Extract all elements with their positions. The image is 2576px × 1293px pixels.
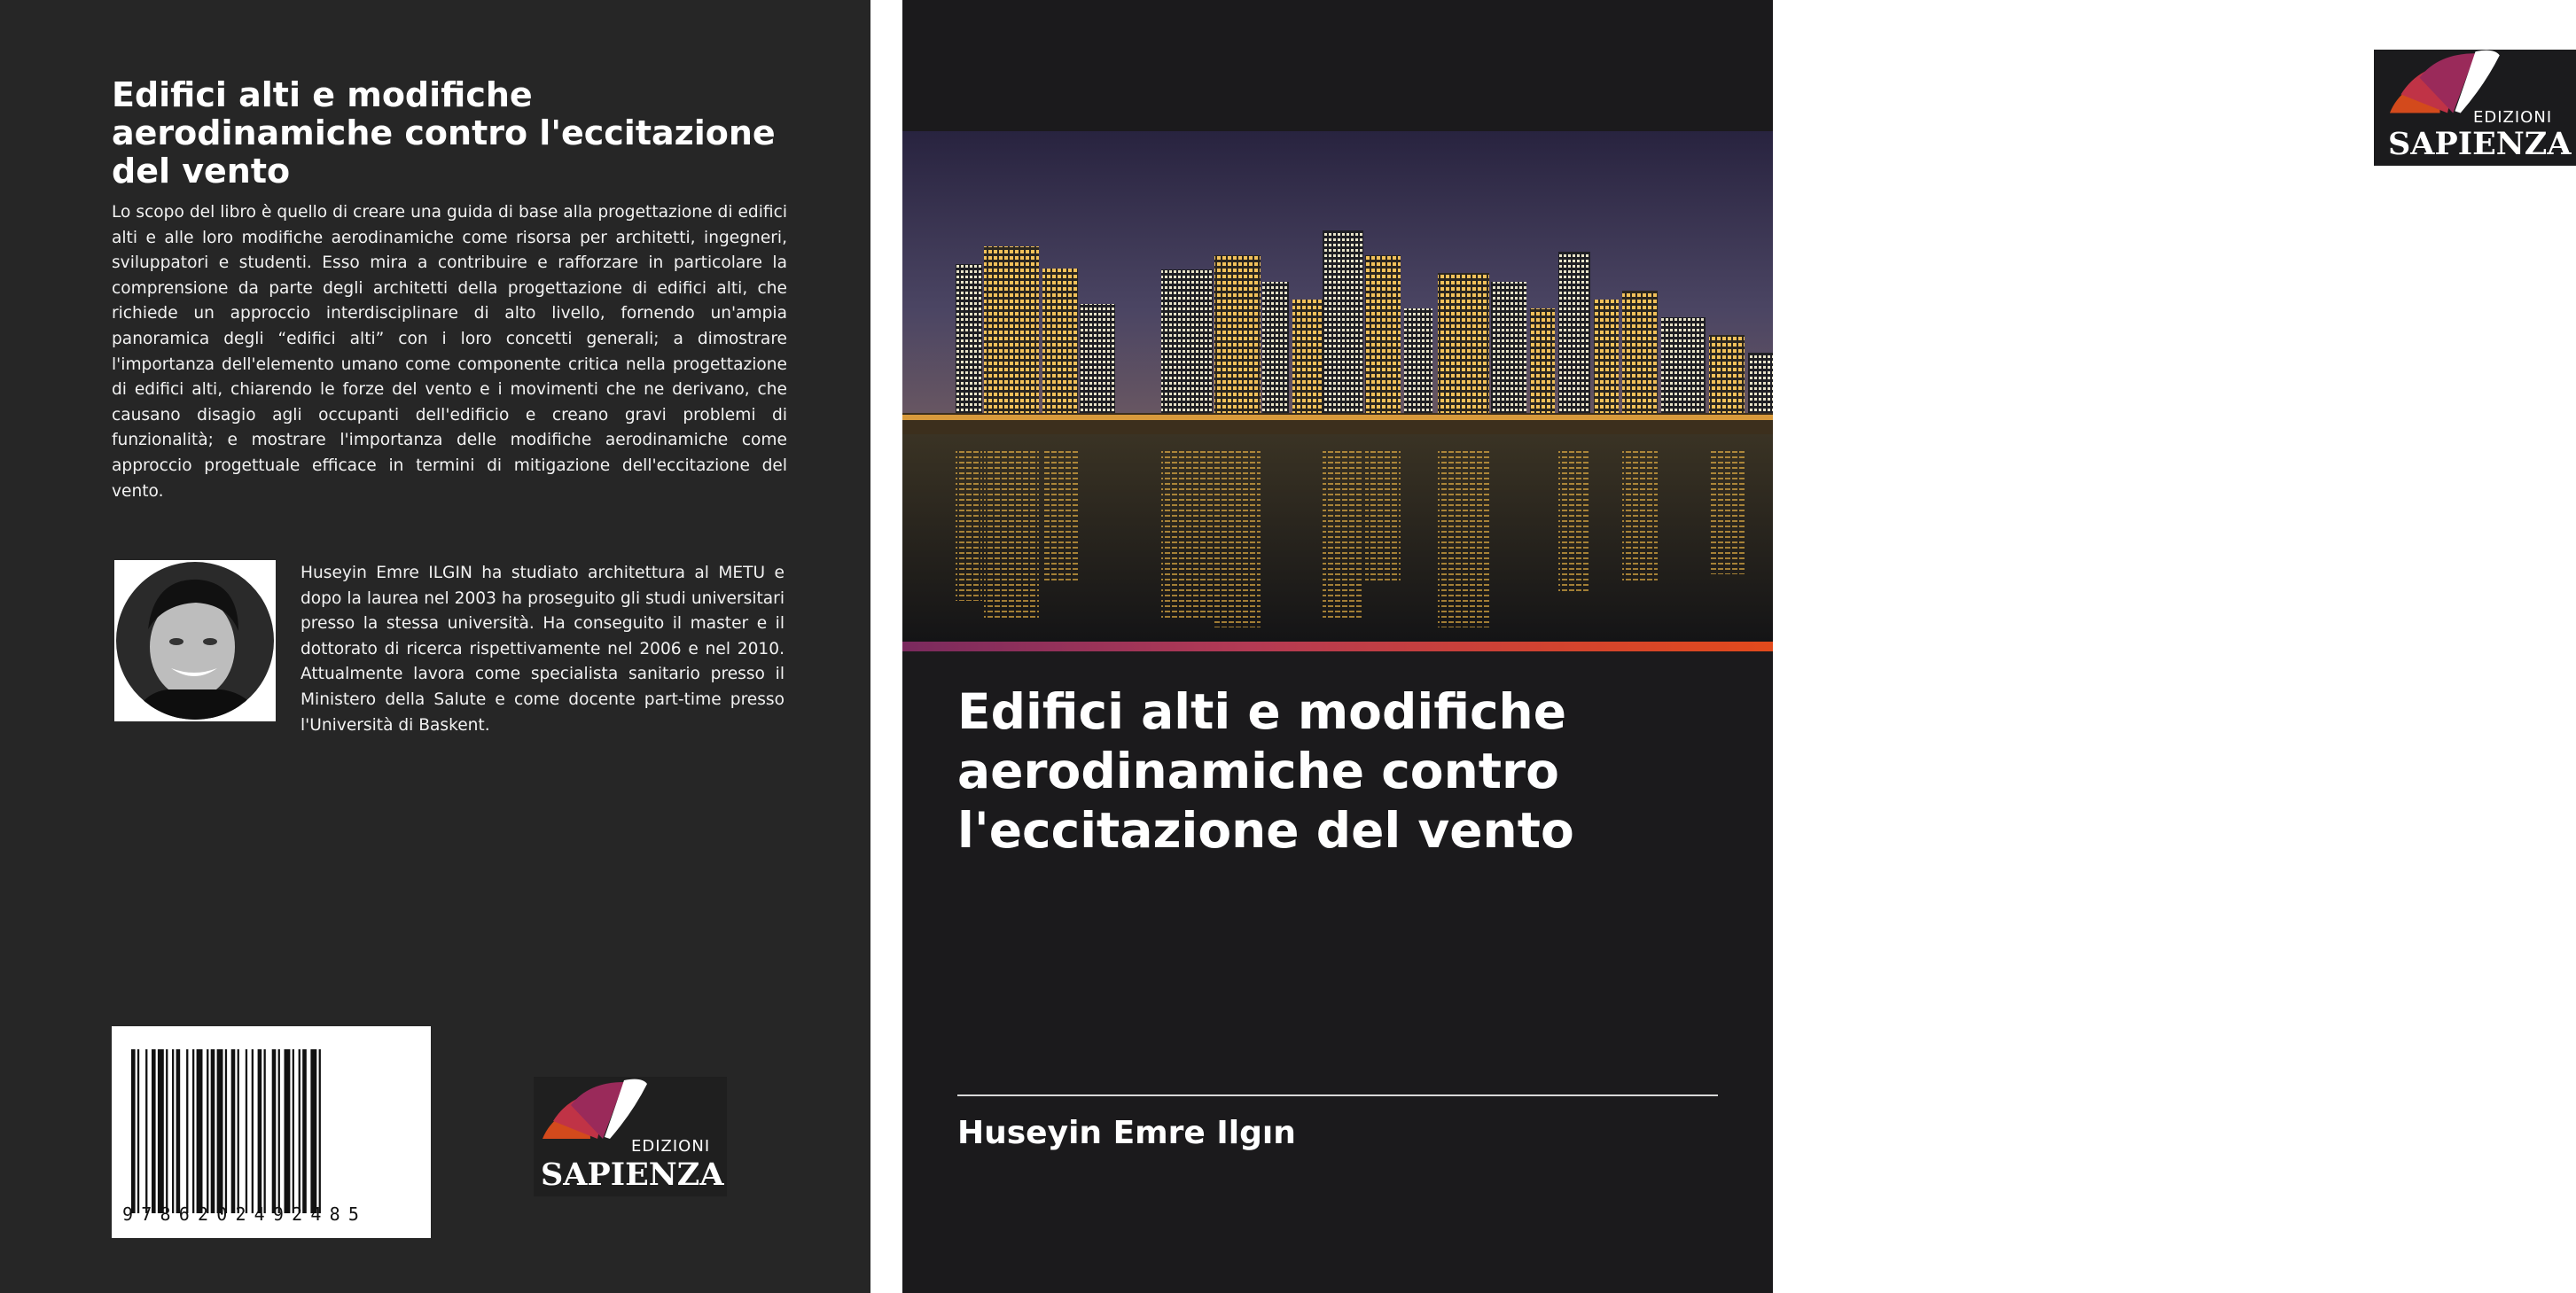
barcode-bar — [252, 1049, 254, 1213]
front-cover-author: Huseyin Emre Ilgın — [957, 1115, 1296, 1151]
barcode-bar — [131, 1049, 136, 1213]
barcode-bar — [272, 1049, 277, 1213]
publisher-logo-front — [2374, 50, 2576, 166]
publisher-edizioni: EDIZIONI — [631, 1137, 711, 1156]
barcode-bar — [285, 1049, 291, 1213]
barcode-bar — [145, 1049, 147, 1213]
publisher-logo — [534, 1077, 727, 1196]
front-cover-title: Edifici alti e modifiche aerodinamiche contro l'eccitazione del vento — [957, 683, 1574, 859]
barcode-bar — [217, 1049, 223, 1213]
barcode-bar — [264, 1049, 266, 1213]
barcode-bar — [186, 1049, 188, 1213]
isbn-number: 9786202492485 — [122, 1203, 368, 1225]
barcode-bar — [299, 1049, 301, 1213]
barcode-bar — [152, 1049, 156, 1213]
barcode-bar — [310, 1049, 316, 1213]
spine — [870, 0, 902, 1293]
barcode-bar — [211, 1049, 215, 1213]
barcode-bar — [246, 1049, 247, 1213]
barcode-bars — [131, 1049, 415, 1213]
front-cover — [902, 0, 2572, 1293]
author-photo — [114, 560, 276, 721]
publisher-edizioni: EDIZIONI — [2473, 108, 2553, 127]
barcode-bar — [302, 1049, 307, 1213]
author-biography: Huseyin Emre ILGIN ha studiato architettura al METU e dopo la laurea nel 2003 ha proseguito gli studi universitari presso la stessa università. Ha conseguito il master e il dottorato di ricerca rispettivamente nel 2006 e nel 2010. Attualmente lavora come specialista sanitario presso il Ministero della Salute e come docente part-time presso l'Università di Baskent. — [301, 564, 785, 735]
barcode-bar — [176, 1049, 181, 1213]
accent-stripe — [902, 642, 1773, 651]
barcode-bar — [158, 1049, 164, 1213]
barcode-bar — [278, 1049, 280, 1213]
barcode-bar — [166, 1049, 168, 1213]
divider — [957, 1094, 1718, 1096]
barcode-bar — [258, 1049, 262, 1213]
barcode-bar — [197, 1049, 203, 1213]
publisher-name: SAPIENZA — [2388, 126, 2572, 162]
publisher-name: SAPIENZA — [541, 1157, 724, 1193]
barcode-bar — [207, 1049, 208, 1213]
barcode-bar — [238, 1049, 239, 1213]
barcode-bar — [192, 1049, 194, 1213]
book-description: Lo scopo del libro è quello di creare una guida di base alla progettazione di edifici alti e alle loro modifiche aerodinamiche come risorsa per architetti, ingegneri, sviluppatori e studenti. Esso mira a contribuire e rafforzare in particolare la comprensione da parte degli architetti della progettazione di edifici alti, che richiede un approccio interdisciplinare di alto livello, fornendo un'ampia panoramica degli “edifici alti” con i loro concetti generali; a dimostrare l'importanza dell'elemento umano come componente critica nella progettazione di edifici alti, chiarendo le forze del vento e i movimenti che ne derivano, che causano disagio agli occupanti dell'edificio e creano gravi problemi di funzionalità; e mostrare l'importanza delle modifiche aerodinamiche come approccio progettuale efficace in termini di mitigazione dell'eccitazione del vento. — [112, 203, 787, 501]
barcode-bar — [293, 1049, 294, 1213]
barcode-bar — [319, 1049, 321, 1213]
city-skyline-image — [902, 131, 1773, 642]
barcode-bar — [137, 1049, 139, 1213]
back-cover — [0, 0, 870, 1293]
back-cover-title: Edifici alti e modifiche aerodinamiche contro l'eccitazione del vento — [112, 75, 776, 191]
isbn-barcode — [112, 1026, 431, 1238]
barcode-bar — [225, 1049, 227, 1213]
barcode-bar — [231, 1049, 236, 1213]
barcode-bar — [172, 1049, 174, 1213]
